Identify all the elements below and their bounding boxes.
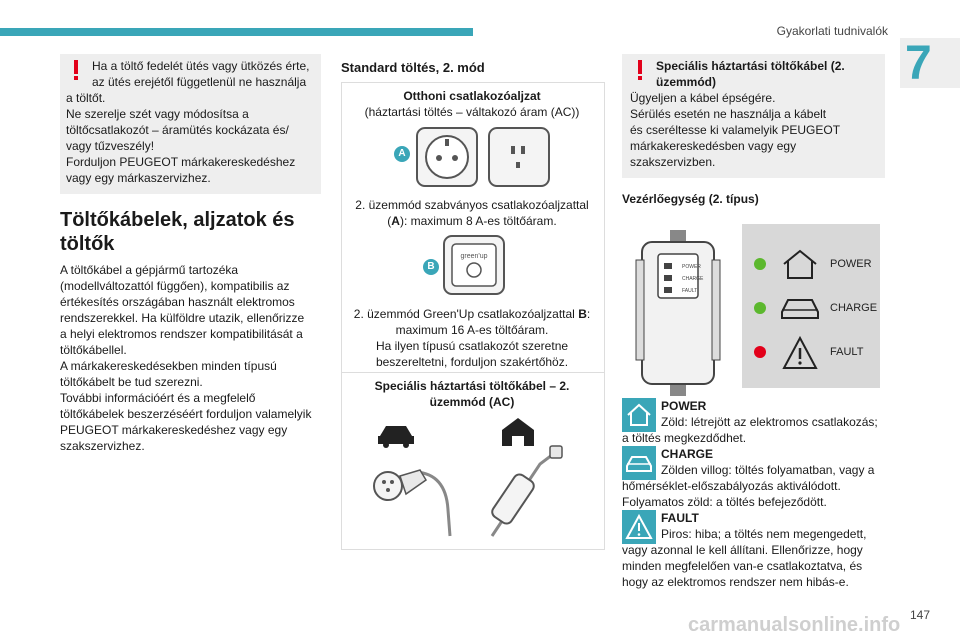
power-item-line2: a töltés megkezdődhet. xyxy=(622,431,747,445)
section-body-6: töltőkábellel. xyxy=(60,343,127,357)
section-body-9: További információért és a megfelelő xyxy=(60,391,256,405)
section-body-10: töltőkábelek beszerzéséért forduljon valamelyik xyxy=(60,407,312,421)
indicator-charge xyxy=(750,292,880,326)
indicator-dot-charge xyxy=(754,302,766,314)
charge-item-line3: Folyamatos zöld: a töltés befejeződött. xyxy=(622,495,827,509)
socket-a-bold: A xyxy=(391,214,400,228)
indicator-label-fault: FAULT xyxy=(830,346,864,358)
car-icon xyxy=(778,294,822,322)
socket-b-line4: beszereltetni, forduljon szakértőhöz. xyxy=(375,355,569,369)
section-body-4: rendszerekkel. Ha külföldre utazik, ellenőrizze xyxy=(60,311,305,325)
fault-item-title: FAULT xyxy=(661,511,699,525)
socket-b-badge: B xyxy=(423,259,439,275)
section-body-11: PEUGEOT márkakereskedéshez vagy egy xyxy=(60,423,288,437)
watermark: carmanualsonline.info xyxy=(688,614,901,636)
power-item-icon xyxy=(622,398,656,432)
header-accent-bar xyxy=(0,28,473,36)
charge-item-line2: hőmérséklet-előszabályozás aktiválódott. xyxy=(622,479,841,493)
charge-item-title: CHARGE xyxy=(661,447,714,461)
section-title-line2: töltők xyxy=(60,233,115,255)
greenup-label: green'up xyxy=(460,253,488,260)
section-body-7: A márkakereskedésekben minden típusú xyxy=(60,359,277,373)
car-icon xyxy=(378,426,414,448)
section-body-1: A töltőkábel a gépjármű tartozéka xyxy=(60,263,239,277)
socket-b-line3: Ha ilyen típusú csatlakozót szeretne xyxy=(375,339,569,353)
warning-1-line3: a töltőt. xyxy=(66,91,106,105)
socket-b-image xyxy=(442,234,506,296)
header-section-title: Gyakorlati tudnivalók xyxy=(776,24,888,38)
warning-icon-2 xyxy=(636,60,644,80)
charge-item-line1: Zölden villog: töltés folyamatban, vagy a xyxy=(661,463,875,477)
socket-a-line2 xyxy=(341,213,603,229)
indicator-dot-power xyxy=(754,258,766,270)
socket-b-bold: B xyxy=(578,307,587,321)
fault-item-line3: minden megfelelően van-e csatlakoztatva, és xyxy=(622,559,863,573)
indicator-dot-fault xyxy=(754,346,766,358)
warning-triangle-icon xyxy=(782,336,818,370)
warning-1-line5: töltőcsatlakozót – áramütés kockázata és/ xyxy=(66,123,289,137)
socket-b-line1 xyxy=(341,306,603,322)
warning-2-body-4: márkakereskedésben vagy egy xyxy=(630,139,797,153)
power-item-line1: Zöld: létrejött az elektromos csatlakozás; xyxy=(661,415,878,429)
warning-2-body-1: Ügyeljen a kábel épségére. xyxy=(630,91,776,105)
page-number: 147 xyxy=(910,608,931,622)
socket-a-line2-pre: ( xyxy=(387,214,392,228)
panel-divider xyxy=(341,372,605,373)
control-unit-image xyxy=(634,230,722,396)
cable-title-line1: Speciális háztartási töltőkábel – 2. xyxy=(374,379,570,393)
warning-2-title-line1: Speciális háztartási töltőkábel (2. xyxy=(656,59,845,73)
socket-b-line1-pre: 2. üzemmód Green'Up csatlakozóaljzattal xyxy=(353,307,579,321)
device-label-power: POWER xyxy=(682,264,701,270)
indicator-fault xyxy=(750,336,880,370)
power-item-title: POWER xyxy=(661,399,707,413)
section-body-5: a helyi elektromos rendszer kompatibilitását a xyxy=(60,327,303,341)
fault-item-icon xyxy=(622,510,656,544)
indicator-panel xyxy=(742,224,880,388)
warning-2-body-3: és cseréltesse ki valamelyik PEUGEOT xyxy=(630,123,841,137)
cable-title-line2: üzemmód (AC) xyxy=(429,395,515,409)
charge-item-icon xyxy=(622,446,656,480)
fault-item-line4: hogy az elektromos rendszer nem hibás-e. xyxy=(622,575,849,589)
warning-icon xyxy=(72,60,80,80)
warning-2-body-5: szakszervizben. xyxy=(630,155,716,169)
section-body-12: szakszervizhez. xyxy=(60,439,145,453)
car-icon xyxy=(622,446,656,480)
fault-item-line1: Piros: hiba; a töltés nem megengedett, xyxy=(661,527,867,541)
warning-triangle-icon xyxy=(622,510,656,544)
house-icon xyxy=(622,398,656,432)
section-title-line1: Töltőkábelek, aljzatok és xyxy=(60,209,295,231)
warning-1-line2: az ütés erejétől függetlenül ne használja xyxy=(92,75,307,89)
control-unit-title: Vezérlőegység (2. típus) xyxy=(622,192,759,206)
device-label-charge: CHARGE xyxy=(682,276,704,282)
indicator-power xyxy=(750,248,880,282)
house-icon xyxy=(780,248,820,280)
socket-a-line2-post: ): maximum 8 A-es töltőáram. xyxy=(399,214,557,228)
home-socket-title: Otthoni csatlakozóaljzat xyxy=(403,89,541,103)
indicator-label-power: POWER xyxy=(830,258,872,270)
warning-1-line8: vagy egy márkaszervizhez. xyxy=(66,171,211,185)
device-label-fault: FAULT xyxy=(682,288,698,294)
socket-a-image xyxy=(415,124,565,190)
warning-1-line4: Ne szerelje szét vagy módosítsa a xyxy=(66,107,249,121)
warning-2-body-2: Sérülés esetén ne használja a kábelt xyxy=(630,107,827,121)
home-socket-subtitle: (háztartási töltés – váltakozó áram (AC)) xyxy=(364,105,580,119)
warning-2-title-line2: üzemmód) xyxy=(656,75,716,89)
section-body-3: értékesítés országában használt elektromos xyxy=(60,295,295,309)
standard-charging-title: Standard töltés, 2. mód xyxy=(341,60,485,75)
socket-a-line1: 2. üzemmód szabványos csatlakozóaljzattal xyxy=(355,198,589,212)
section-body-2: (modellváltozattól függően), kompatibilis az xyxy=(60,279,290,293)
socket-a-badge: A xyxy=(394,146,410,162)
section-body-8: töltőkábelt be tud szerezni. xyxy=(60,375,203,389)
charging-cable-image xyxy=(370,414,570,540)
warning-1-line6: vagy tűzveszély! xyxy=(66,139,155,153)
indicator-label-charge: CHARGE xyxy=(830,302,878,314)
chapter-number: 7 xyxy=(905,37,932,90)
house-icon xyxy=(502,418,534,446)
socket-b-line1-post: : xyxy=(586,307,591,321)
warning-1-line1: Ha a töltő fedelét ütés vagy ütközés érte, xyxy=(92,59,310,73)
socket-b-line2: maximum 16 A-es töltőáram. xyxy=(395,323,549,337)
fault-item-line2: vagy azonnal le kell állítani. Ellenőrizze, hogy xyxy=(622,543,863,557)
warning-1-line7: Forduljon PEUGEOT márkakereskedéshez xyxy=(66,155,296,169)
